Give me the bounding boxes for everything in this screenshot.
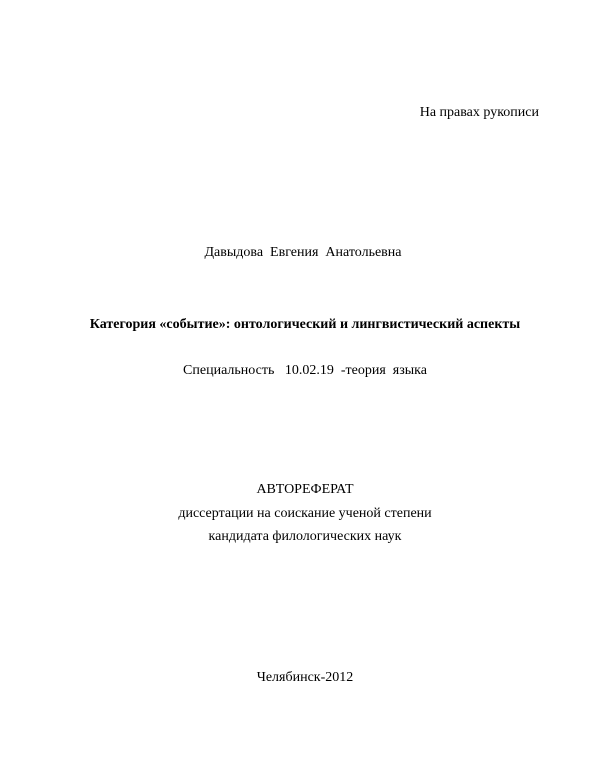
place-year: Челябинск-2012	[256, 670, 354, 685]
specialty-line: Специальность 10.02.19 -теория языка	[183, 363, 427, 378]
abstract-description-line2: кандидата филологических наук	[208, 529, 402, 544]
author-name: Давыдова Евгения Анатольевна	[204, 245, 402, 260]
abstract-label: АВТОРЕФЕРАТ	[256, 482, 354, 497]
copyright-note: На правах рукописи	[419, 105, 539, 120]
thesis-title: Категория «событие»: онтологический и лингвистический аспекты	[89, 317, 521, 332]
abstract-description-line1: диссертации на соискание ученой степени	[178, 506, 432, 521]
